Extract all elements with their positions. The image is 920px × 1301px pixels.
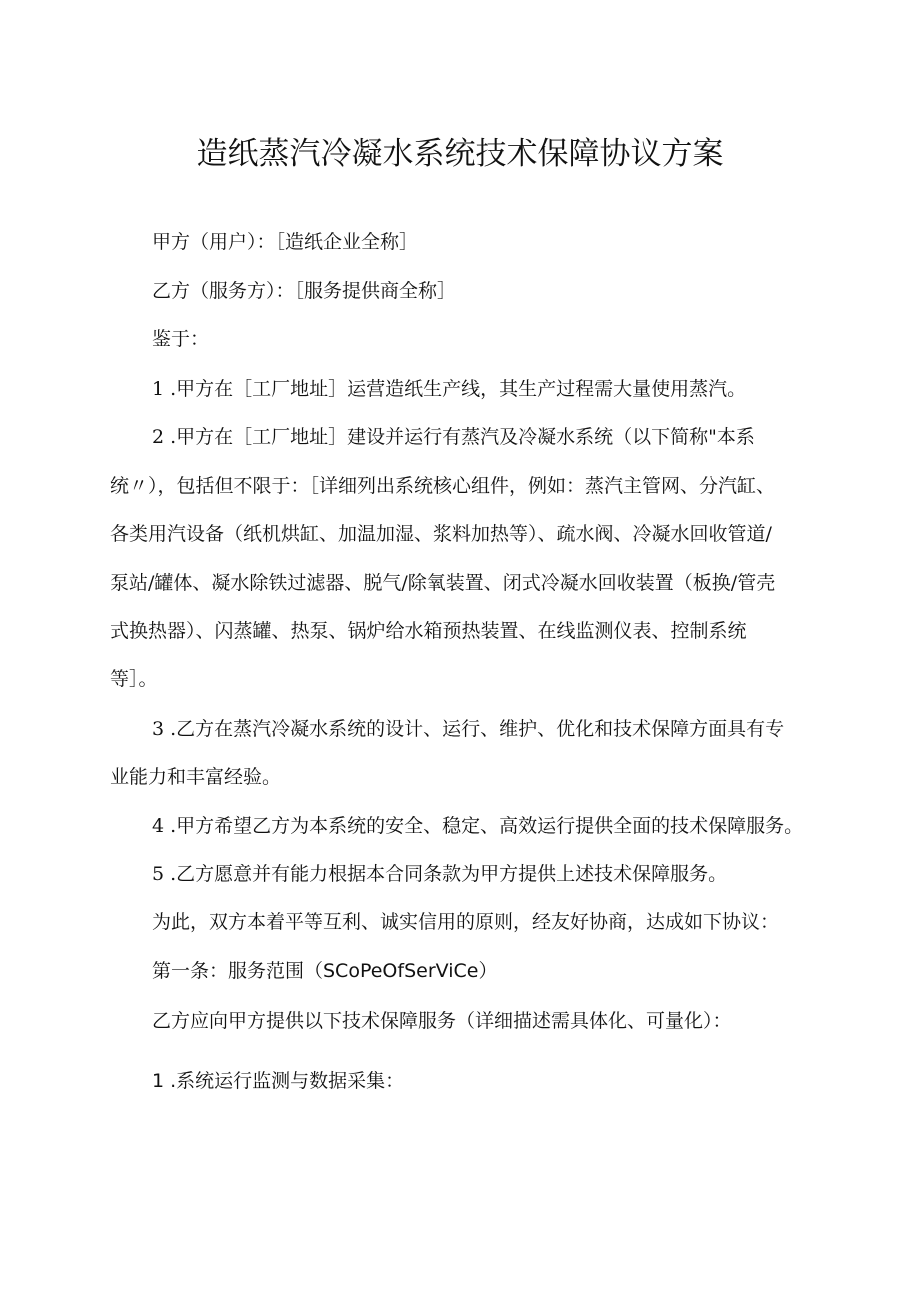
clause-2-line-5: 式换热器）、闪蒸罐、热泵、锅炉给水箱预热装置、在线监测仪表、控制系统 [110, 620, 747, 642]
agreement-statement: 为此，双方本着平等互利、诚实信用的原则，经友好协商，达成如下协议： [152, 911, 780, 933]
item-1-heading: 1 .系统运行监测与数据采集： [152, 1070, 405, 1092]
clause-3-line-2: 业能力和丰富经验。 [110, 766, 282, 788]
party-b-line: 乙方（服务方）：［服务提供商全称］ [152, 280, 457, 302]
article-1-heading: 第一条：服务范围（SCoPeOfSerViCe） [152, 960, 498, 982]
clause-2-line-2: 统〃），包括但不限于：［详细列出系统核心组件，例如：蒸汽主管网、分汽缸、 [110, 475, 776, 497]
clause-4: 4 .甲方希望乙方为本系统的安全、稳定、高效运行提供全面的技术保障服务。 [152, 815, 804, 837]
clause-2-line-1: 2 .甲方在［工厂地址］建设并运行有蒸汽及冷凝水系统（以下简称"本系 [152, 426, 755, 448]
clause-3-line-1: 3 .乙方在蒸汽冷凝水系统的设计、运行、维护、优化和技术保障方面具有专 [152, 718, 785, 740]
document-title: 造纸蒸汽冷凝水系统技术保障协议方案 [196, 136, 724, 172]
party-a-line: 甲方（用户）：［造纸企业全称］ [152, 231, 419, 253]
article-1-intro: 乙方应向甲方提供以下技术保障服务（详细描述需具体化、可量化）： [152, 1010, 732, 1032]
clause-2-line-4: 泵站/罐体、凝水除铁过滤器、脱气/除氧装置、闭式冷凝水回收装置（板换/管壳 [110, 572, 776, 594]
clause-2-line-3: 各类用汽设备（纸机烘缸、加温加湿、浆料加热等）、疏水阀、冷凝水回收管道/ [110, 523, 772, 545]
whereas-heading: 鉴于： [152, 328, 210, 350]
clause-2-line-6: 等］。 [110, 668, 158, 690]
clause-1: 1 .甲方在［工厂地址］运营造纸生产线，其生产过程需大量使用蒸汽。 [152, 378, 747, 400]
clause-5: 5 .乙方愿意并有能力根据本合同条款为甲方提供上述技术保障服务。 [152, 863, 728, 885]
